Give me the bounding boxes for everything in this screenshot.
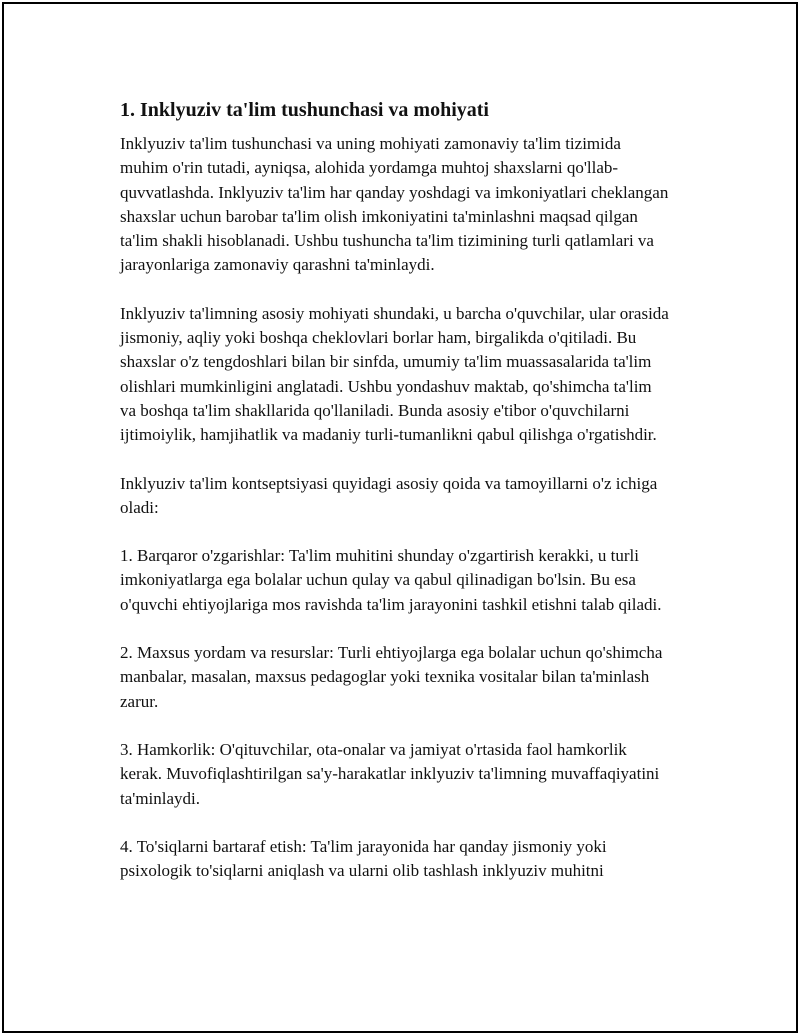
section-heading: 1. Inklyuziv ta'lim tushunchasi va mohiyati bbox=[120, 99, 489, 121]
paragraph-principles-intro: Inklyuziv ta'lim kontseptsiyasi quyidagi asosiy qoida va tamoyillarni o'z ichiga oladi: bbox=[120, 473, 658, 517]
list-item-principle-3: 3. Hamkorlik: O'qituvchilar, ota-onalar va jamiyat o'rtasida faol hamkorlik kerak. Muvofiqlashtirilgan sa'y-harakatlar inklyuziv ta'limning muvaffaqiyatini ta'minlaydi. bbox=[120, 739, 660, 808]
list-item-principle-1: 1. Barqaror o'zgarishlar: Ta'lim muhitini shunday o'zgartirish kerakki, u turli imkoniyatlarga ega bolalar uchun qulay va qabul qilinadigan bo'lsin. Bu esa o'quvchi ehtiyojlariga mos ravishda ta'lim jarayonini tashkil etishni talab qiladi. bbox=[120, 546, 662, 614]
paragraph-intro: Inklyuziv ta'lim tushunchasi va uning mohiyati zamonaviy ta'lim tizimida muhim o'rin tutadi, ayniqsa, alohida yordamga muhtoj shaxslarni qo'llab-quvvatlashda. Inklyuziv ta'lim har qanday yoshdagi va imkoniyatlari cheklangan shaxslar uchun barobar ta'lim olish imkoniyatini ta'minlashni maqsad qilgan ta'lim shakli hisoblanadi. Ushbu tushuncha ta'lim tizimining turli qatlamlari va jarayonlariga zamonaviy qarashni ta'minlaydi. bbox=[120, 134, 669, 275]
page-frame bbox=[2, 2, 798, 1033]
list-item-principle-4: 4. To'siqlarni bartaraf etish: Ta'lim jarayonida har qanday jismoniy yoki psixologik to'siqlarni aniqlash va ularni olib tashlash inklyuziv muhitni bbox=[120, 836, 607, 881]
list-item-principle-2: 2. Maxsus yordam va resurslar: Turli ehtiyojlarga ega bolalar uchun qo'shimcha manbalar, masalan, maxsus pedagoglar yoki texnika vositalar bilan ta'minlash zarur. bbox=[120, 643, 663, 711]
paragraph-essence: Inklyuziv ta'limning asosiy mohiyati shundaki, u barcha o'quvchilar, ular orasida jismoniy, aqliy yoki boshqa cheklovlari borlar ham, birgalikda o'qitiladi. Bu shaxslar o'z tengdoshlari bilan bir sinfda, umumiy ta'lim muassasalarida ta'lim olishlari mumkinligini anglatadi. Ushbu yondashuv maktab, qo'shimcha ta'lim va boshqa ta'lim shakllarida qo'llaniladi. Bunda asosiy e'tibor o'quvchilarni ijtimoiylik, hamjihatlik va madaniy turli-tumanlikni qabul qilishga o'rgatishdir. bbox=[120, 303, 669, 445]
document-body bbox=[120, 96, 670, 907]
